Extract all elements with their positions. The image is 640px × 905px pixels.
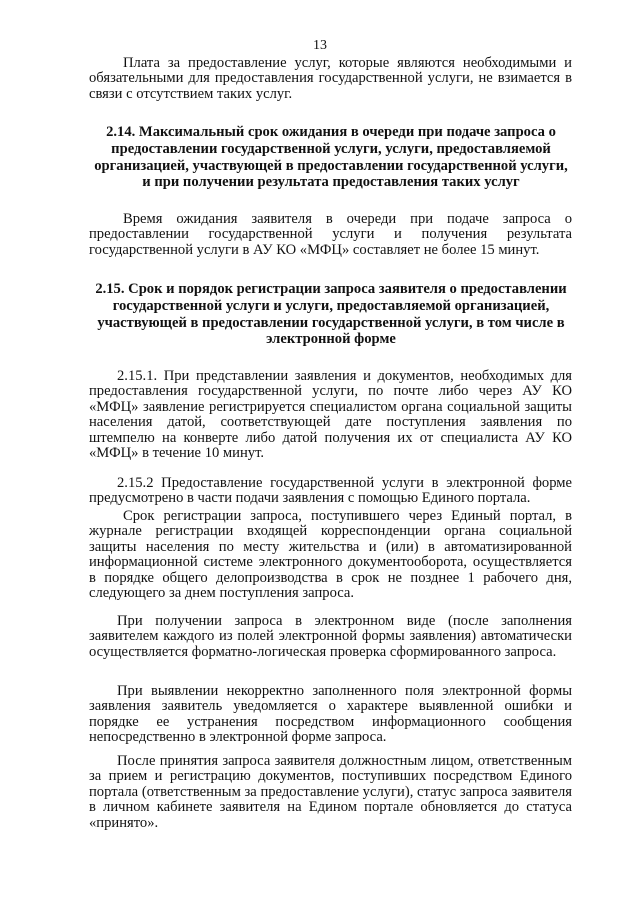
paragraph-status-accepted: После принятия запроса заявителя должностным лицом, ответственным за прием и регистрацию документов, поступивших посредством Единого портала (ответственным за предоставление услуги), статус запроса заявителя в личном кабинете заявителя на Едином портале обновляется до статуса «принято».	[89, 753, 572, 831]
section-2-14-paragraph-block	[89, 212, 572, 258]
paragraph-form-error: При выявлении некорректно заполненного поля электронной формы заявления заявитель уведомляется о характере выявленной ошибки и порядке ее устранения посредством информационного сообщения непосредственно в электронной форме запроса.	[89, 683, 572, 746]
intro-paragraph: Плата за предоставление услуг, которые являются необходимыми и обязательными для предоставления государственной услуги, не взимается в связи с отсутствием таких услуг.	[89, 55, 572, 102]
section-2-15-2-block	[89, 476, 572, 507]
paragraph-2-15-2: 2.15.2 Предоставление государственной услуги в электронной форме предусмотрено в части подачи заявления с помощью Единого портала.	[89, 475, 572, 507]
electronic-paragraph-block	[89, 614, 572, 660]
paragraph-registration-term: Срок регистрации запроса, поступившего через Единый портал, в журнале регистрации входящей корреспонденции органа социальной защиты населения по месту жительства и (или) в автоматизированной информационной системе электронного документооборота, осуществляется в порядке общего делопроизводства в срок не позднее 1 рабочего дня, следующего за днем поступления запроса.	[89, 508, 572, 602]
section-2-14-heading-block	[92, 124, 570, 191]
section-2-14-paragraph: Время ожидания заявителя в очереди при подаче запроса о предоставлении государственной услуги и получения результата государственной услуги в АУ КО «МФЦ» составляет не более 15 минут.	[89, 211, 572, 258]
page-number: 13	[313, 38, 327, 53]
section-2-15-1-block	[89, 369, 572, 461]
registration-paragraph-block	[89, 509, 572, 601]
paragraph-electronic-request: При получении запроса в электронном виде (после заполнения заявителем каждого из полей электронной формы заявления) автоматически осуществляется форматно-логическая проверка сформированного запроса.	[89, 613, 572, 660]
paragraph-2-15-1: 2.15.1. При представлении заявления и документов, необходимых для предоставления государственной услуги, по почте либо через АУ КО «МФЦ» заявление регистрируется специалистом органа социальной защиты населения датой, соответствующей дате поступления заявления по штемпелю на конверте либо датой получения их от специалиста АУ КО «МФЦ» в течение 10 минут.	[89, 368, 572, 462]
section-2-15-heading-block	[92, 281, 570, 348]
accepted-paragraph-block	[89, 754, 572, 831]
section-2-15-heading: 2.15. Срок и порядок регистрации запроса заявителя о предоставлении государственной услуги и услуги, предоставляемой организацией, участвующей в предоставлении государственной услуги, в том числе в электронной форме	[95, 281, 567, 348]
error-paragraph-block	[89, 684, 572, 746]
intro-paragraph-block	[89, 56, 572, 102]
section-2-14-heading: 2.14. Максимальный срок ожидания в очереди при подаче запроса о предоставлении государственной услуги, услуги, предоставляемой организацией, участвующей в предоставлении государственной услуги, и при получении результата предоставления таких услуг	[94, 124, 568, 191]
